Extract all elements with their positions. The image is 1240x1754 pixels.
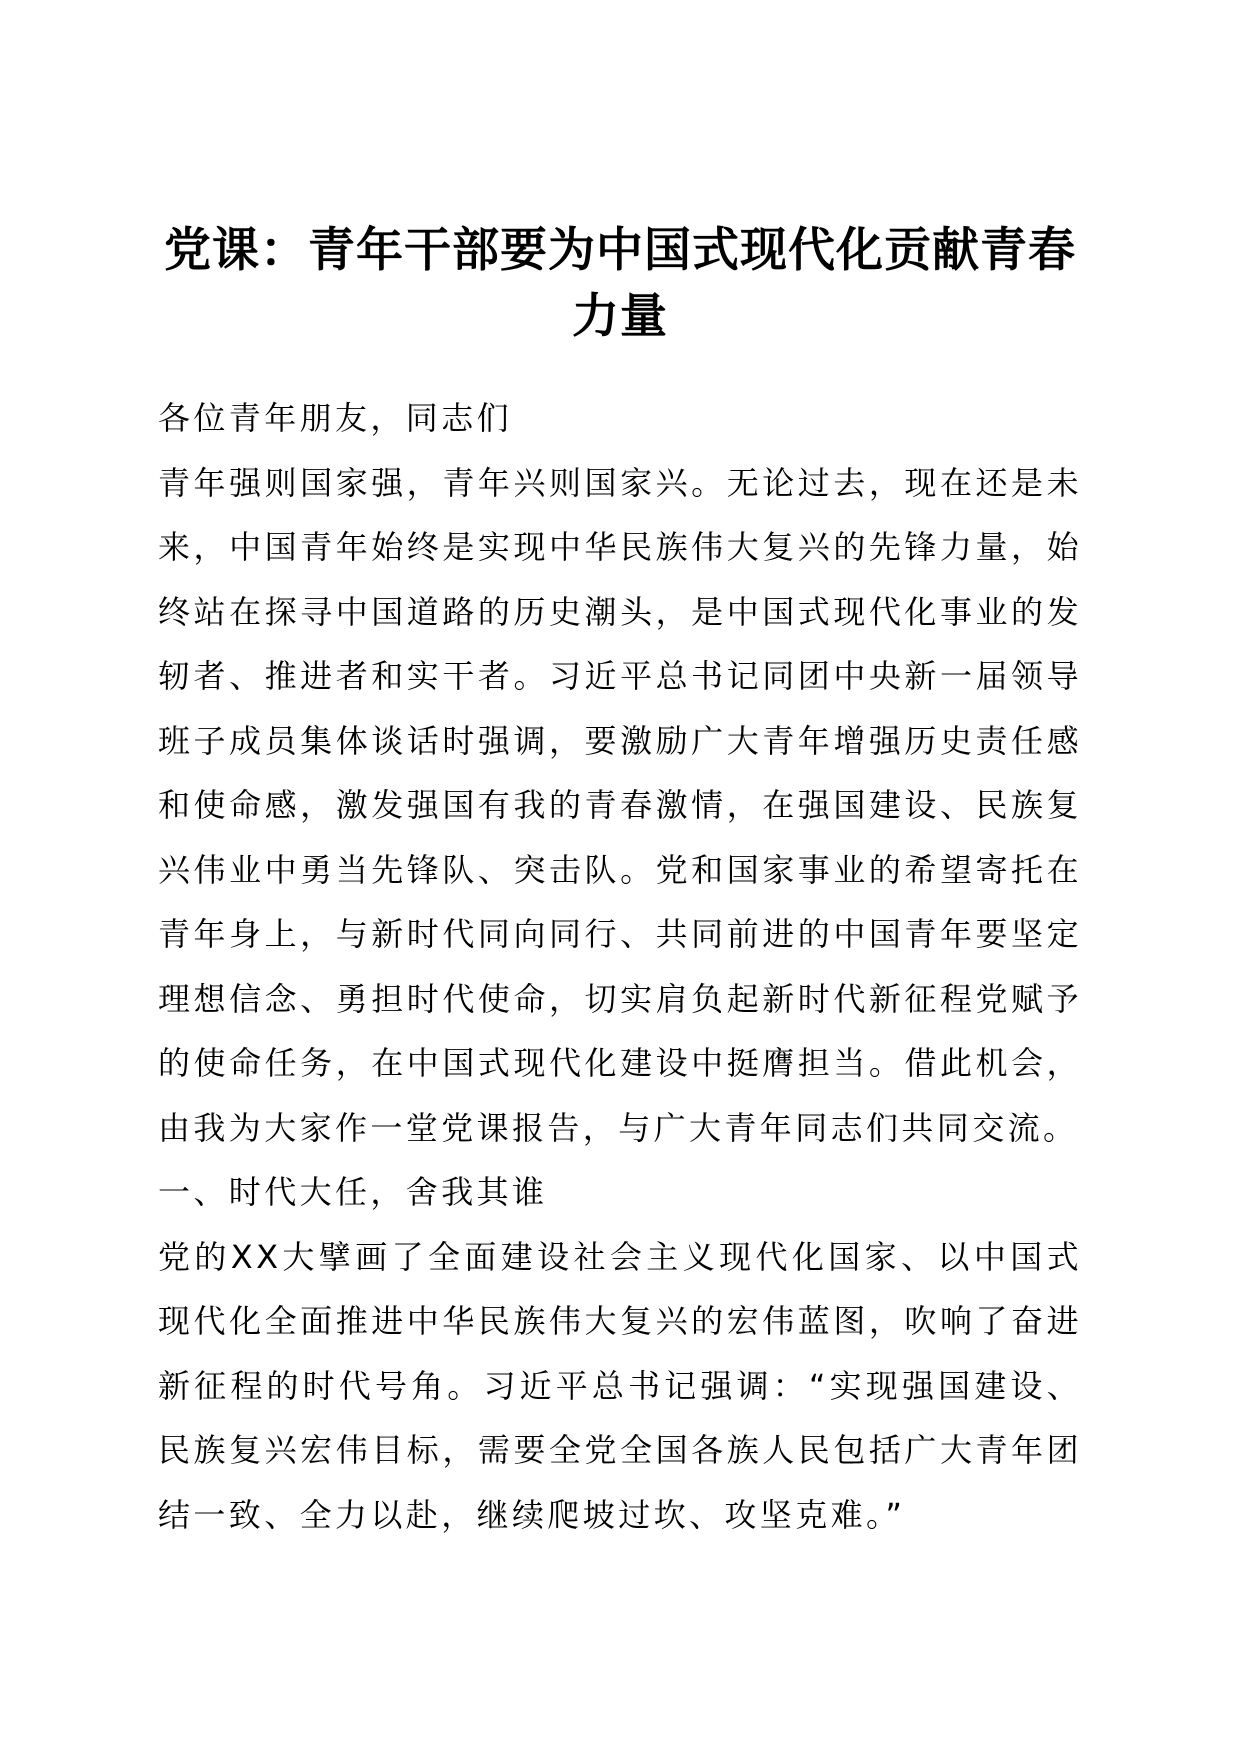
document-title: 党课：青年干部要为中国式现代化贡献青春力量 <box>164 223 1076 344</box>
salutation: 各位青年朋友，同志们 <box>158 399 513 437</box>
section-heading: 一、时代大任，舍我其谁 <box>158 1173 548 1211</box>
intro-paragraph: 青年强则国家强，青年兴则国家兴。无论过去，现在还是未来，中国青年始终是实现中华民族伟大复兴的先锋力量，始终站在探寻中国道路的历史潮头，是中国式现代化事业的发轫者、推进者和实干者。习近平总书记同团中央新一届领导班子成员集体谈话时强调，要激励广大青年增强历史责任感和使命感，激发强国有我的青春激情，在强国建设、民族复兴伟业中勇当先锋队、突击队。党和国家事业的希望寄托在青年身上，与新时代同向同行、共同前进的中国青年要坚定理想信念、勇担时代使命，切实肩负起新时代新征程党赋予的使命任务，在中国式现代化建设中挺膺担当。借此机会，由我为大家作一堂党课报告，与广大青年同志们共同交流。 <box>158 463 1082 1147</box>
document-body <box>158 386 1082 1547</box>
section-paragraph: 党的XX大擘画了全面建设社会主义现代化国家、以中国式现代化全面推进中华民族伟大复兴的宏伟蓝图，吹响了奋进新征程的时代号角。习近平总书记强调：“实现强国建设、民族复兴宏伟目标，需要全党全国各族人民包括广大青年团结一致、全力以赴，继续爬坡过坎、攻坚克难。” <box>158 1237 1082 1534</box>
